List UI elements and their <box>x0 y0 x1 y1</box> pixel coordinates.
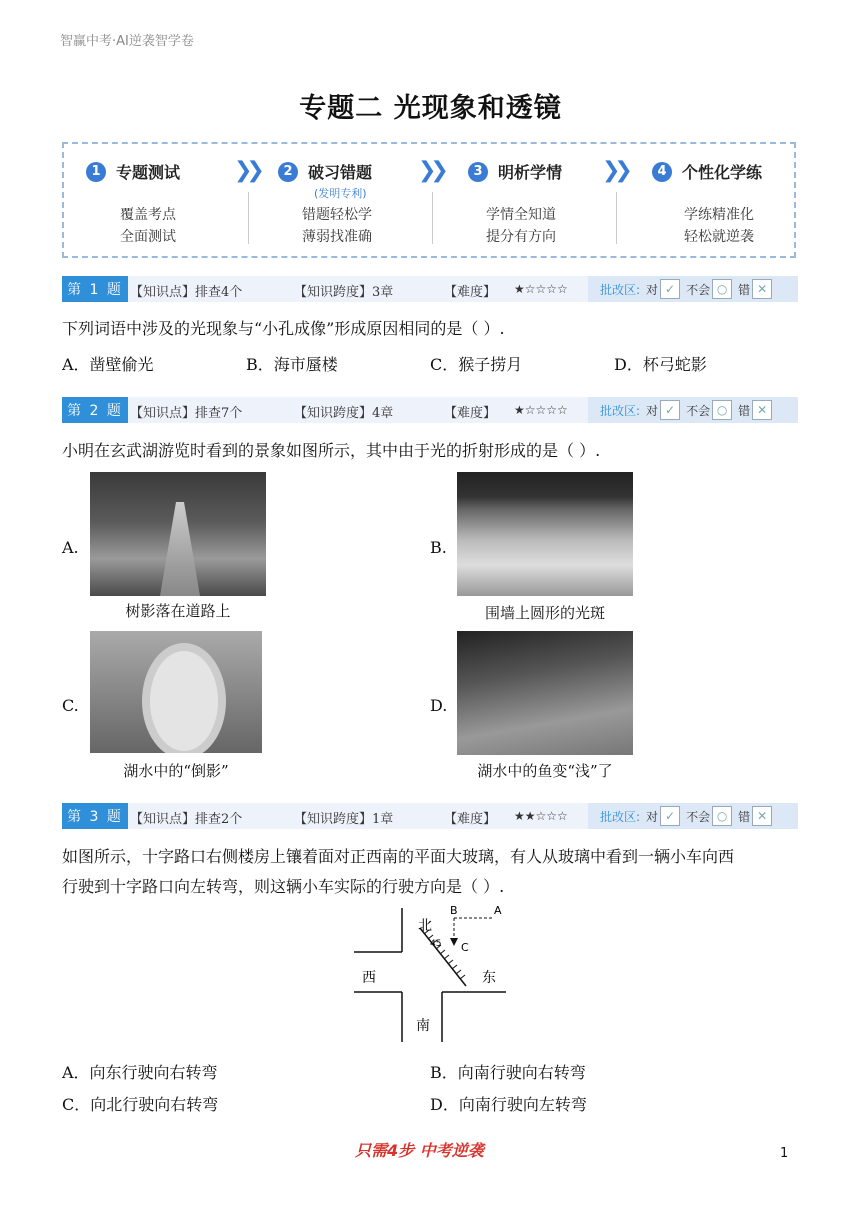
cross-icon[interactable]: ✕ <box>752 806 772 826</box>
grading-wrong-label: 错 <box>738 403 751 418</box>
circle-icon[interactable]: ○ <box>712 400 732 420</box>
arrow-down-icon <box>450 938 458 946</box>
option-d[interactable]: D．杯弓蛇影 <box>614 355 707 374</box>
chevron-right-icon: ❯❯ <box>602 158 627 183</box>
option-c[interactable]: C. <box>62 696 79 715</box>
label-south: 南 <box>416 1018 430 1034</box>
grading-correct-label: 对 <box>646 282 659 297</box>
knowledge-points: 【知识点】排查4个 <box>130 285 243 300</box>
fish-in-lake-image <box>457 631 633 755</box>
step-1-desc <box>120 204 176 248</box>
label-c: C <box>461 941 469 954</box>
check-icon[interactable]: ✓ <box>660 806 680 826</box>
grading-label: 批改区: <box>600 809 641 824</box>
knowledge-points: 【知识点】排查7个 <box>130 406 243 421</box>
question-number: 第 1 题 <box>62 276 128 302</box>
option-b[interactable]: B．向南行驶向右转弯 <box>430 1063 586 1082</box>
tree-shadow-road-image <box>90 472 266 596</box>
option-b[interactable]: B．海市蜃楼 <box>246 355 338 374</box>
grading-area <box>588 397 798 423</box>
question-3-bar <box>62 803 798 829</box>
difficulty-stars: ★☆☆☆☆ <box>514 403 568 417</box>
difficulty-label: 【难度】 <box>444 285 497 300</box>
step-line: 学情全知道 <box>486 207 556 223</box>
grading-unknown-label: 不会 <box>686 403 711 418</box>
circle-icon[interactable]: ○ <box>712 806 732 826</box>
label-west: 西 <box>362 970 376 986</box>
question-number: 第 2 题 <box>62 397 128 423</box>
step-4 <box>652 160 832 183</box>
option-a[interactable]: A．向东行驶向右转弯 <box>62 1063 218 1082</box>
option-a[interactable]: A. <box>62 538 79 557</box>
label-east: 东 <box>482 970 496 986</box>
difficulty-label: 【难度】 <box>444 406 497 421</box>
question-3-stem-line2: 行驶到十字路口向左转弯，则这辆小车实际的行驶方向是（ ）. <box>62 877 505 896</box>
question-number: 第 3 题 <box>62 803 128 829</box>
step-line: 学练精准化 <box>684 207 754 223</box>
difficulty-label: 【难度】 <box>444 812 497 827</box>
check-icon[interactable]: ✓ <box>660 400 680 420</box>
page-number: 1 <box>780 1146 789 1161</box>
footer-slogan: 只需4步 中考逆袭 <box>355 1141 484 1160</box>
label-b: B <box>450 904 458 917</box>
wall-light-spot-image <box>457 472 633 596</box>
option-b[interactable]: B. <box>430 538 447 557</box>
chevron-right-icon: ❯❯ <box>234 158 259 183</box>
grading-area <box>588 276 798 302</box>
question-2-bar <box>62 397 798 423</box>
difficulty-stars: ★☆☆☆☆ <box>514 282 568 296</box>
option-c[interactable]: C．向北行驶向右转弯 <box>62 1095 219 1114</box>
caption-d: 湖水中的鱼变“浅”了 <box>477 762 613 780</box>
step-label: 个性化学练 <box>682 163 763 182</box>
step-4-desc <box>684 204 754 248</box>
label-a: A <box>494 904 502 917</box>
step-number: 4 <box>652 162 672 182</box>
header-brand: 智赢中考·AI逆袭智学卷 <box>60 34 194 49</box>
difficulty-stars: ★★☆☆☆ <box>514 809 568 823</box>
step-line: 薄弱找准确 <box>302 229 372 245</box>
question-2-stem: 小明在玄武湖游览时看到的景象如图所示，其中由于光的折射形成的是（ ）. <box>62 441 601 460</box>
check-icon[interactable]: ✓ <box>660 279 680 299</box>
caption-c: 湖水中的“倒影” <box>123 762 229 780</box>
step-number: 1 <box>86 162 106 182</box>
step-line: 轻松就逆袭 <box>684 229 754 245</box>
divider <box>616 192 617 244</box>
divider <box>432 192 433 244</box>
grading-correct-label: 对 <box>646 403 659 418</box>
grading-label: 批改区: <box>600 403 641 418</box>
grading-area <box>588 803 798 829</box>
knowledge-span: 【知识跨度】1章 <box>294 812 394 827</box>
question-3-stem-line1: 如图所示，十字路口右侧楼房上镶着面对正西南的平面大玻璃，有人从玻璃中看到一辆小车向西 <box>62 847 735 866</box>
bridge-reflection-image <box>90 631 262 753</box>
label-north: 北 <box>418 918 432 934</box>
step-label: 破习错题 <box>308 163 373 182</box>
option-d[interactable]: D. <box>430 696 448 715</box>
chevron-right-icon: ❯❯ <box>418 158 443 183</box>
step-sub: (发明专利) <box>314 187 367 200</box>
grading-correct-label: 对 <box>646 809 659 824</box>
cross-icon[interactable]: ✕ <box>752 279 772 299</box>
knowledge-span: 【知识跨度】4章 <box>294 406 394 421</box>
step-line: 错题轻松学 <box>302 207 372 223</box>
step-number: 3 <box>468 162 488 182</box>
step-line: 全面测试 <box>120 229 176 245</box>
step-line: 覆盖考点 <box>120 207 176 223</box>
grading-wrong-label: 错 <box>738 282 751 297</box>
grading-wrong-label: 错 <box>738 809 751 824</box>
step-number: 2 <box>278 162 298 182</box>
intersection-diagram <box>350 900 510 1048</box>
step-label: 专题测试 <box>116 163 181 182</box>
caption-b: 围墙上圆形的光斑 <box>484 604 605 622</box>
page-title: 专题二 光现象和透镜 <box>299 93 562 124</box>
question-1-stem: 下列词语中涉及的光现象与“小孔成像”形成原因相同的是（ ）. <box>62 319 505 338</box>
step-line: 提分有方向 <box>486 229 556 245</box>
step-label: 明析学情 <box>498 163 563 182</box>
option-d[interactable]: D．向南行驶向左转弯 <box>430 1095 587 1114</box>
steps-banner <box>62 142 796 258</box>
knowledge-points: 【知识点】排查2个 <box>130 812 243 827</box>
knowledge-span: 【知识跨度】3章 <box>294 285 394 300</box>
cross-icon[interactable]: ✕ <box>752 400 772 420</box>
grading-label: 批改区: <box>600 282 641 297</box>
grading-unknown-label: 不会 <box>686 809 711 824</box>
step-3-desc <box>486 204 556 248</box>
option-c[interactable]: C．猴子捞月 <box>430 355 523 374</box>
question-1-bar <box>62 276 798 302</box>
label-angle: 45 <box>430 939 442 949</box>
option-a[interactable]: A．凿壁偷光 <box>62 355 154 374</box>
caption-a: 树影落在道路上 <box>125 602 231 620</box>
circle-icon[interactable]: ○ <box>712 279 732 299</box>
step-2-desc <box>302 204 372 248</box>
grading-unknown-label: 不会 <box>686 282 711 297</box>
divider <box>248 192 249 244</box>
